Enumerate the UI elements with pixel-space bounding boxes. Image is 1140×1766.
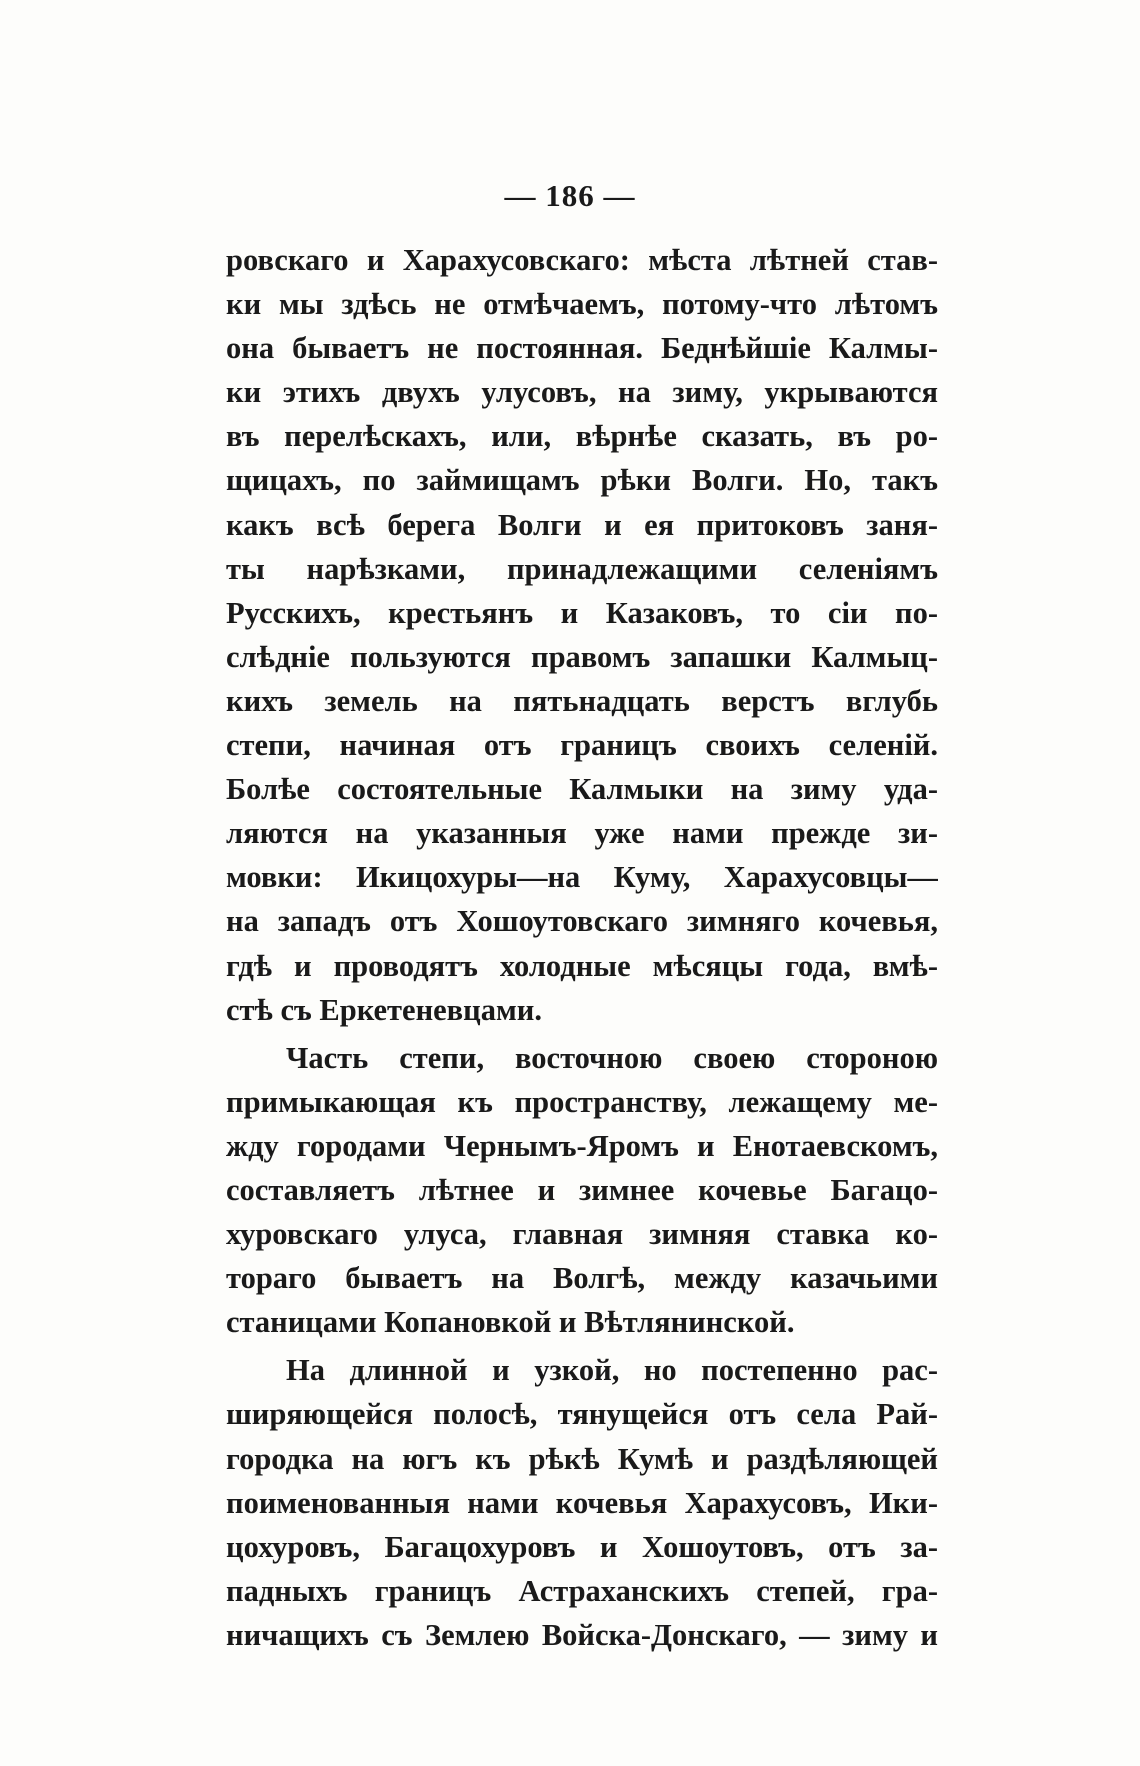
text-line: цохуровъ, Багацохуровъ и Хошоутовъ, отъ за-: [226, 1529, 938, 1564]
page-number: — 186 —: [504, 178, 636, 213]
text-line: стѣ съ Еркетеневцами.: [226, 992, 542, 1027]
text-line: слѣдніе пользуются правомъ запашки Калмыц-: [226, 639, 938, 674]
text-line: ровскаго и Харахусовскаго: мѣста лѣтней став-: [226, 243, 938, 277]
text-line: она бываетъ не постоянная. Беднѣйшіе Калмы-: [226, 331, 938, 366]
text-line: На длинной и узкой, но постепенно рас-: [286, 1353, 938, 1388]
text-line: Русскихъ, крестьянъ и Казаковъ, то сіи по-: [226, 595, 938, 630]
text-line: щицахъ, по займищамъ рѣки Волги. Но, такъ: [226, 463, 938, 498]
paragraph-3: [226, 1348, 938, 1657]
body-text: [226, 238, 938, 1657]
text-line: падныхъ границъ Астраханскихъ степей, гра-: [226, 1573, 938, 1608]
text-line: станицами Копановкой и Вѣтлянинской.: [226, 1305, 795, 1340]
text-line: гдѣ и проводятъ холодные мѣсяцы года, вмѣ-: [226, 948, 938, 983]
text-line: ширяющейся полосѣ, тянущейся отъ села Рай-: [226, 1397, 938, 1432]
text-line: ничащихъ съ Землею Войска-Донскаго, — зиму и: [226, 1617, 938, 1652]
text-line: тораго бываетъ на Волгѣ, между казачьими: [226, 1261, 938, 1296]
text-line: ки мы здѣсь не отмѣчаемъ, потому-что лѣтомъ: [226, 287, 938, 322]
text-line: поименованныя нами кочевья Харахусовъ, Ики-: [226, 1485, 938, 1520]
text-line: Часть степи, восточною своею стороною: [286, 1040, 938, 1075]
text-line: на западъ отъ Хошоутовскаго зимняго кочевья,: [226, 904, 938, 939]
text-line: ки этихъ двухъ улусовъ, на зиму, укрываются: [226, 375, 938, 410]
text-line: въ перелѣскахъ, или, вѣрнѣе сказать, въ ро-: [226, 419, 938, 454]
paragraph-1: [226, 238, 938, 1032]
text-line: кихъ земель на пятьнадцать верстъ вглубь: [226, 683, 938, 718]
text-line: ляются на указанныя уже нами прежде зи-: [226, 816, 938, 851]
text-line: какъ всѣ берега Волги и ея притоковъ заня-: [226, 507, 938, 542]
text-line: примыкающая къ пространству, лежащему ме-: [226, 1084, 938, 1119]
text-line: ты нарѣзками, принадлежащими селеніямъ: [226, 551, 938, 586]
text-line: мовки: Икицохуры—на Куму, Харахусовцы—: [226, 860, 938, 895]
text-line: хуровскаго улуса, главная зимняя ставка ко-: [226, 1217, 938, 1252]
text-line: жду городами Чернымъ-Яромъ и Енотаевскомъ,: [226, 1128, 938, 1163]
text-line: степи, начиная отъ границъ своихъ селеній.: [226, 728, 938, 763]
text-line: составляетъ лѣтнее и зимнее кочевье Багацо-: [226, 1172, 938, 1207]
text-line: городка на югъ къ рѣкѣ Кумѣ и раздѣляющей: [226, 1441, 938, 1476]
paragraph-2: [226, 1036, 938, 1345]
text-line: Болѣе состоятельные Калмыки на зиму уда-: [226, 772, 938, 807]
